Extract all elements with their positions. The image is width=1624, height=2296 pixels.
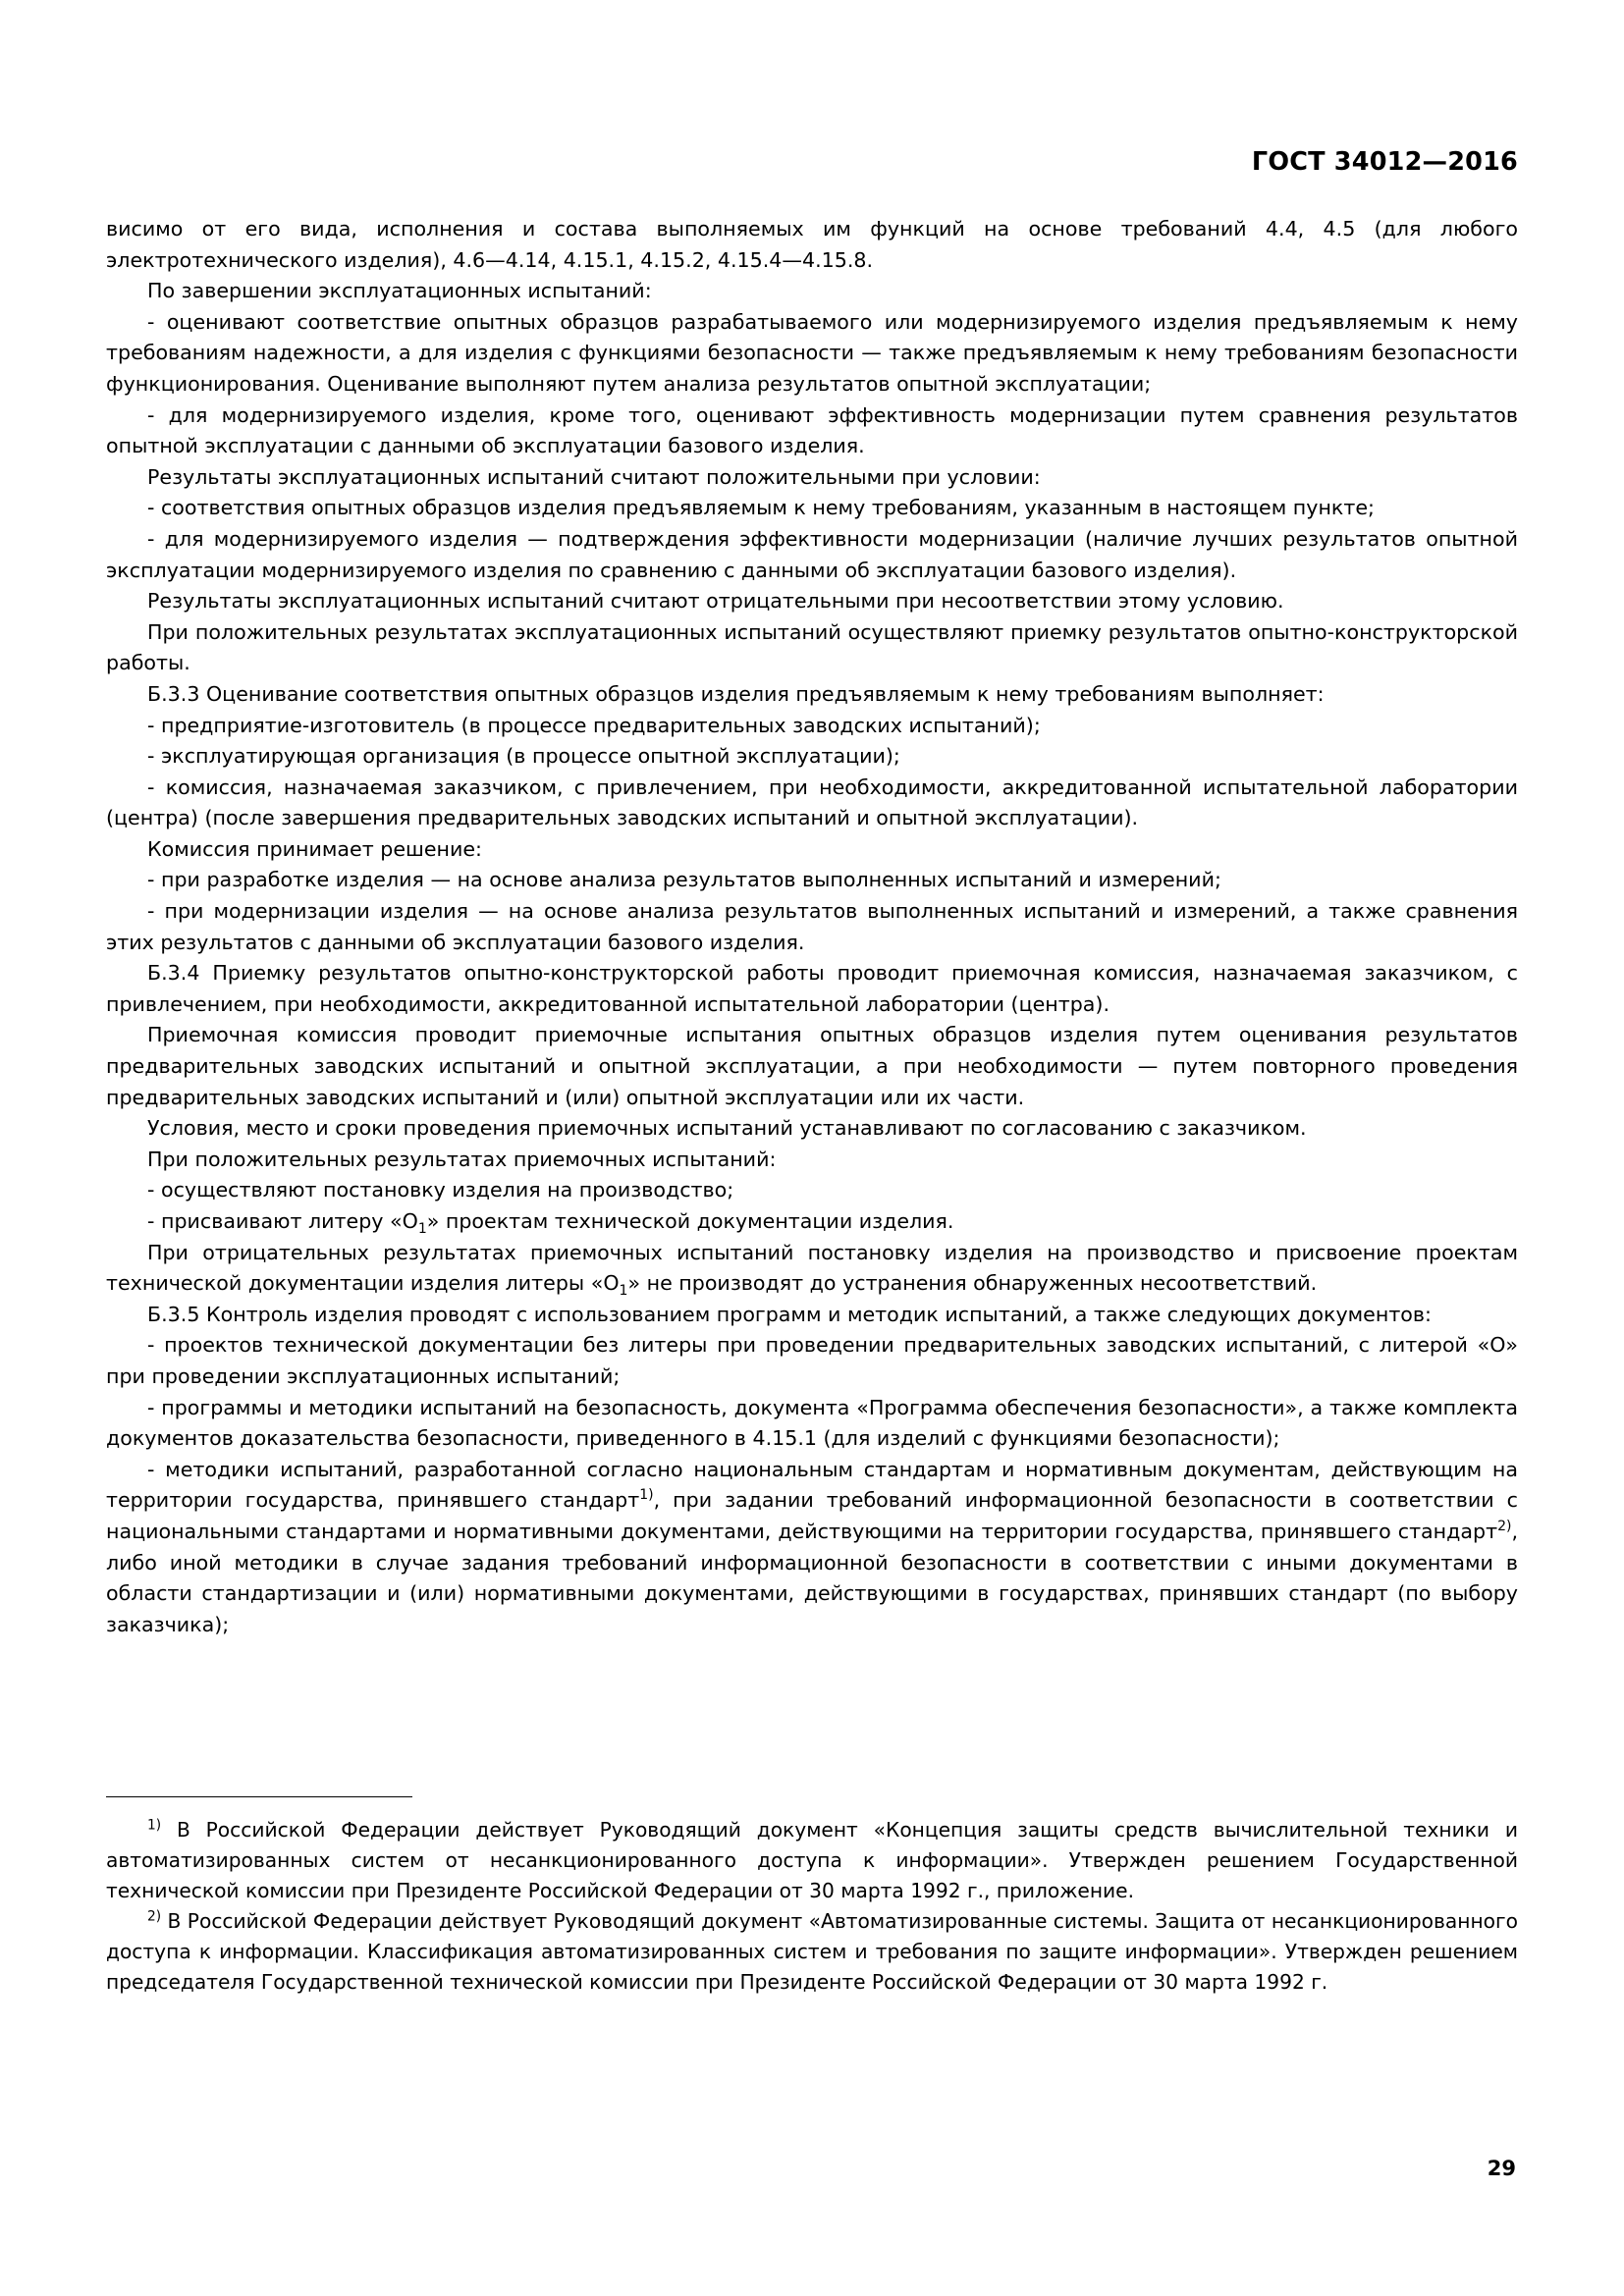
page-number: 29 <box>1487 2157 1516 2180</box>
body-paragraph: - соответствия опытных образцов изделия предъявляемым к нему требованиям, указанным в настоящем пункте; <box>147 496 1375 520</box>
body-paragraph: - при модернизации изделия — на основе анализа результатов выполненных испытаний и измерений, а также сравнения этих результатов с данными об эксплуатации базового изделия. <box>106 899 1518 954</box>
footnote-item: $^{2)}$ В Российской Федерации действует Руководящий документ «Автоматизированные системы. Защита от несанкционированного доступа к информации. Классификация автоматизированных систем и требования по защите информации». Утвержден решением председателя Государственной технической комиссии при Президенте Российской Федерации от 30 марта 1992 г. <box>106 1908 1518 1994</box>
body-paragraph: Б.3.4 Приемку результатов опытно-конструкторской работы проводит приемочная комиссия, назначаемая заказчиком, с привлечением, при необходимости, аккредитованной испытательной лаборатории (центра). <box>106 961 1518 1016</box>
body-paragraph: По завершении эксплуатационных испытаний: <box>147 279 652 303</box>
document-body <box>106 214 1518 1640</box>
body-paragraph: Условия, место и сроки проведения приемочных испытаний устанавливают по согласованию с заказчиком. <box>147 1116 1307 1141</box>
body-paragraph: - для модернизируемого изделия — подтверждения эффективности модернизации (наличие лучших результатов опытной эксплуатации модернизируемого изделия по сравнению с данными об эксплуатации базового изделия). <box>106 526 1518 582</box>
footnotes-section <box>106 1796 1518 1998</box>
body-paragraph: Б.3.3 Оценивание соответствия опытных образцов изделия предъявляемым к нему требованиям выполняет: <box>147 681 1325 706</box>
body-paragraph: - присваивают литеру «$О_1$» проектам технической документации изделия. <box>147 1209 954 1238</box>
body-paragraph: Результаты эксплуатационных испытаний считают отрицательными при несоответствии этому условию. <box>147 589 1284 614</box>
body-paragraph: - комиссия, назначаемая заказчиком, с привлечением, при необходимости, аккредитованной испытательной лаборатории (центра) (после завершения предварительных заводских испытаний и опытной эксплуатации). <box>106 774 1518 830</box>
footnote-item: $^{1)}$ В Российской Федерации действует Руководящий документ «Концепция защиты средств вычислительной техники и автоматизированных систем от несанкционированного доступа к информации». Утвержден решением Государственной технической комиссии при Президенте Российской Федерации от 30 марта 1992 г., приложение. <box>106 1817 1518 1902</box>
body-paragraph: Б.3.5 Контроль изделия проводят с использованием программ и методик испытаний, а также следующих документов: <box>147 1302 1432 1326</box>
body-paragraph: - предприятие-изготовитель (в процессе предварительных заводских испытаний); <box>147 713 1041 737</box>
body-paragraph: Комиссия принимает решение: <box>147 836 482 861</box>
body-paragraph: При положительных результатах приемочных испытаний: <box>147 1147 777 1171</box>
body-paragraph: - оценивают соответствие опытных образцов разрабатываемого или модернизируемого изделия предъявляемым к нему требованиям надежности, а для изделия с функциями безопасности — также предъявляемым к нему требованиям безопасности функционирования. Оценивание выполняют путем анализа результатов опытной эксплуатации; <box>106 309 1518 396</box>
body-paragraph: - методики испытаний, разработанной согласно национальным стандартам и нормативным документам, действующим на территории государства, принявшего стандарт$^{1)}$, при задании требований информационной безопасности в соответствии с национальными стандартами и нормативными документами, действующими на территории государства, принявшего стандарт$^{2)}$, либо иной методики в случае задания требований информационной безопасности в соответствии с иными документами в области стандартизации и (или) нормативными документами, действующими в государствах, принявших стандарт (по выбору заказчика); <box>106 1457 1518 1636</box>
body-paragraph: При отрицательных результатах приемочных испытаний постановку изделия на производство и присвоение проектам технической документации изделия литеры «$О_1$» не производят до устранения обнаруженных несоответствий. <box>106 1240 1518 1300</box>
page-header-standard-number: ГОСТ 34012—2016 <box>1251 147 1518 177</box>
body-paragraph: - проектов технической документации без литеры при проведении предварительных заводских испытаний, с литерой «О» при проведении эксплуатационных испытаний; <box>106 1333 1518 1388</box>
body-paragraph: висимо от его вида, исполнения и состава выполняемых им функций на основе требований 4.4, 4.5 (для любого электротехнического изделия), 4.6—4.14, 4.15.1, 4.15.2, 4.15.4—4.15.8. <box>106 217 1518 272</box>
body-paragraph: Результаты эксплуатационных испытаний считают положительными при условии: <box>147 464 1041 489</box>
body-paragraph: - для модернизируемого изделия, кроме того, оценивают эффективность модернизации путем сравнения результатов опытной эксплуатации с данными об эксплуатации базового изделия. <box>106 402 1518 458</box>
body-paragraph: - программы и методики испытаний на безопасность, документа «Программа обеспечения безопасности», а также комплекта документов доказательства безопасности, приведенного в 4.15.1 (для изделий с функциями безопасности); <box>106 1395 1518 1451</box>
body-paragraph: - осуществляют постановку изделия на производство; <box>147 1178 734 1202</box>
footnote-separator-rule <box>106 1796 412 1797</box>
body-paragraph: Приемочная комиссия проводит приемочные испытания опытных образцов изделия путем оценивания результатов предварительных заводских испытаний и опытной эксплуатации, а при необходимости — путем повторного проведения предварительных заводских испытаний и (или) опытной эксплуатации или их части. <box>106 1023 1518 1109</box>
body-paragraph: При положительных результатах эксплуатационных испытаний осуществляют приемку результатов опытно-конструкторской работы. <box>106 619 1518 675</box>
body-paragraph: - при разработке изделия — на основе анализа результатов выполненных испытаний и измерений; <box>147 868 1221 892</box>
body-paragraph: - эксплуатирующая организация (в процессе опытной эксплуатации); <box>147 744 900 769</box>
footnote-list <box>106 1815 1518 1998</box>
